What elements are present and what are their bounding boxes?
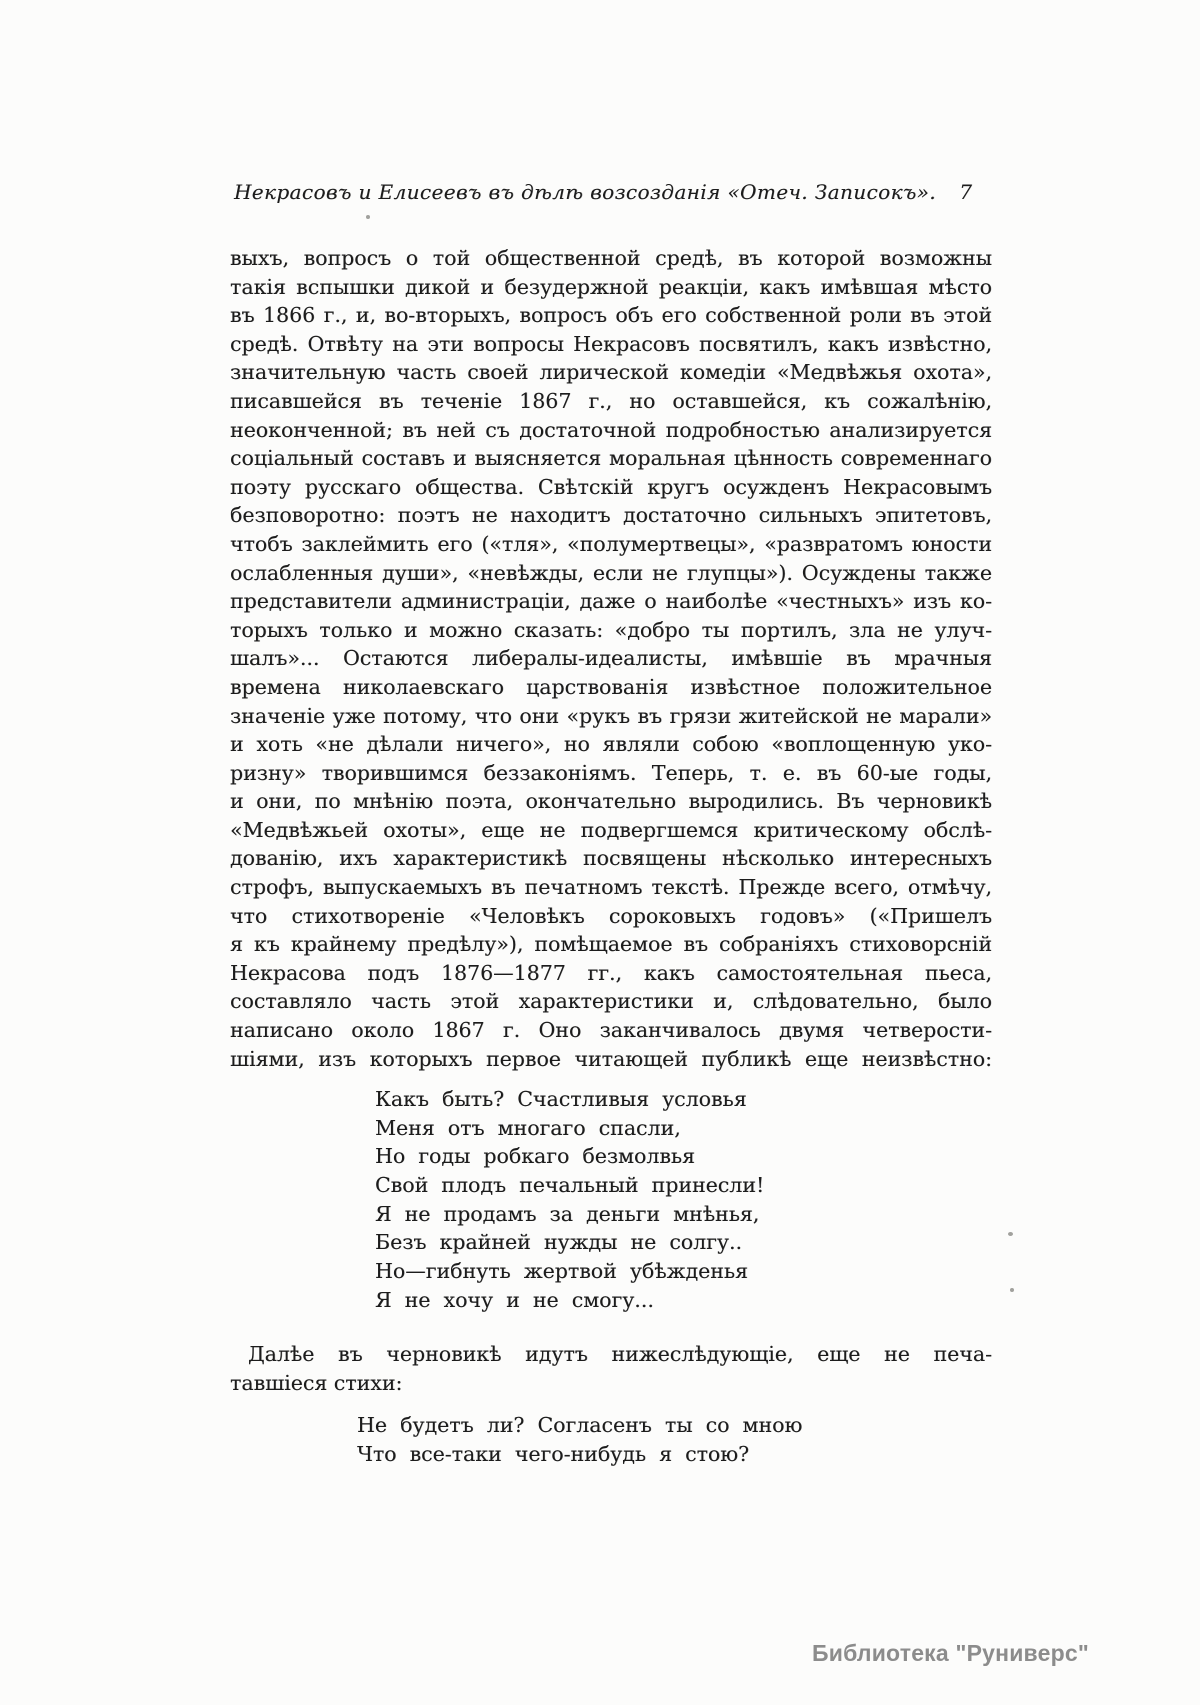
text-line: Но годы робкаго безмолвья (375, 1144, 695, 1169)
scan-speck (1010, 1288, 1014, 1292)
text-line: представители администраціи, даже о наиболѣе «честныхъ» изъ ко- (230, 589, 992, 614)
text-line: значительную часть своей лирической комедіи «Медвѣжья охота», (230, 360, 992, 385)
page-number: 7 (959, 180, 972, 204)
scan-speck (366, 215, 370, 219)
poem-quatrains (375, 1085, 764, 1315)
text-line: чтобъ заклеймить его («тля», «полумертвецы», «развратомъ юности (230, 531, 992, 556)
text-line: ризну» творившимся беззаконіямъ. Теперь, т. е. въ 60-ые годы, (230, 760, 992, 785)
running-header-title: Некрасовъ и Елисеевъ въ дѣлѣ возсозданія «Отеч. Записокъ». (233, 180, 937, 204)
text-line: Свой плодъ печальный принесли! (375, 1173, 765, 1198)
text-line: написано около 1867 г. Оно заканчивалось двумя четверости- (230, 1018, 992, 1043)
text-line: средѣ. Отвѣту на эти вопросы Некрасовъ посвятилъ, какъ извѣстно, (230, 331, 992, 356)
scan-speck (1008, 1232, 1013, 1236)
main-paragraph (230, 244, 992, 1073)
text-line: такія вспышки дикой и безудержной реакціи, какъ имѣвшая мѣсто (230, 274, 992, 299)
text-line: Что все-таки чего-нибудь я стою? (357, 1441, 750, 1466)
text-line: значеніе уже потому, что они «рукъ въ грязи житейской не марали» (230, 703, 992, 728)
running-header (230, 179, 992, 205)
text-line: что стихотвореніе «Человѣкъ сороковыхъ годовъ» («Пришелъ (230, 903, 992, 928)
library-watermark: Библиотека "Руниверс" (812, 1640, 1089, 1666)
text-line: составляло часть этой характеристики и, слѣдовательно, было (230, 989, 992, 1014)
text-line: соціальный составъ и выясняется моральная цѣнность современнаго (230, 446, 992, 471)
text-line: времена николаевскаго царствованія извѣстное положительное (230, 674, 992, 699)
text-line: торыхъ только и можно сказать: «добро ты портилъ, зла не улуч- (230, 617, 992, 642)
text-line: Но—гибнуть жертвой убѣжденья (375, 1259, 748, 1284)
text-line: выхъ, вопросъ о той общественной средѣ, въ которой возможны (230, 246, 992, 270)
text-line: Какъ быть? Счастливыя условья (375, 1087, 747, 1111)
text-line: и хоть «не дѣлали ничего», но являли собою «воплощенную уко- (230, 732, 992, 757)
text-line: Я не продамъ за деньги мнѣнья, (375, 1201, 760, 1226)
text-line: въ 1866 г., и, во-вторыхъ, вопросъ объ его собственной роли въ этой (230, 303, 992, 328)
text-line: неоконченной; въ ней съ достаточной подробностью анализируется (230, 417, 992, 442)
text-line: Безъ крайней нужды не солгу.. (375, 1230, 743, 1255)
text-line: и они, по мнѣнію поэта, окончательно выродились. Въ черновикѣ (230, 789, 992, 814)
text-line: Некрасова подъ 1876—1877 гг., какъ самостоятельная пьеса, (230, 960, 992, 985)
text-line: я къ крайнему предѣлу»), помѣщаемое въ собраніяхъ стиховорсній (230, 932, 992, 957)
text-line: писавшейся въ теченіе 1867 г., но оставшейся, къ сожалѣнію, (230, 388, 992, 413)
text-line: безповоротно: поэтъ не находитъ достаточно сильныхъ эпитетовъ, (230, 503, 992, 528)
text-line: Далѣе въ черновикѣ идутъ нижеслѣдующіе, еще не печа- (248, 1342, 992, 1366)
text-line: ослабленныя души», «невѣжды, если не глупцы»). Осуждены также (230, 560, 992, 585)
text-line: дованію, ихъ характеристикѣ посвящены нѣсколько интересныхъ (230, 846, 992, 871)
text-line: шіями, изъ которыхъ первое читающей публикѣ еще неизвѣстно: (230, 1046, 992, 1071)
poem-couplet (357, 1411, 802, 1468)
text-line: строфъ, выпускаемыхъ въ печатномъ текстѣ. Прежде всего, отмѣчу, (230, 875, 992, 900)
text-line: шалъ»... Остаются либералы-идеалисты, имѣвшіе въ мрачныя (230, 646, 992, 671)
text-line: Я не хочу и не смогу... (375, 1287, 654, 1312)
paragraph-further-drafts (230, 1340, 992, 1397)
text-line: Меня отъ многаго спасли, (375, 1115, 681, 1140)
text-line: Не будетъ ли? Согласенъ ты со мною (357, 1413, 803, 1437)
text-line: «Медвѣжьей охоты», еще не подвергшемся критическому обслѣ- (230, 817, 992, 842)
text-line: тавшіеся стихи: (230, 1370, 403, 1395)
text-line: поэту русскаго общества. Свѣтскій кругъ осужденъ Некрасовымъ (230, 474, 992, 499)
